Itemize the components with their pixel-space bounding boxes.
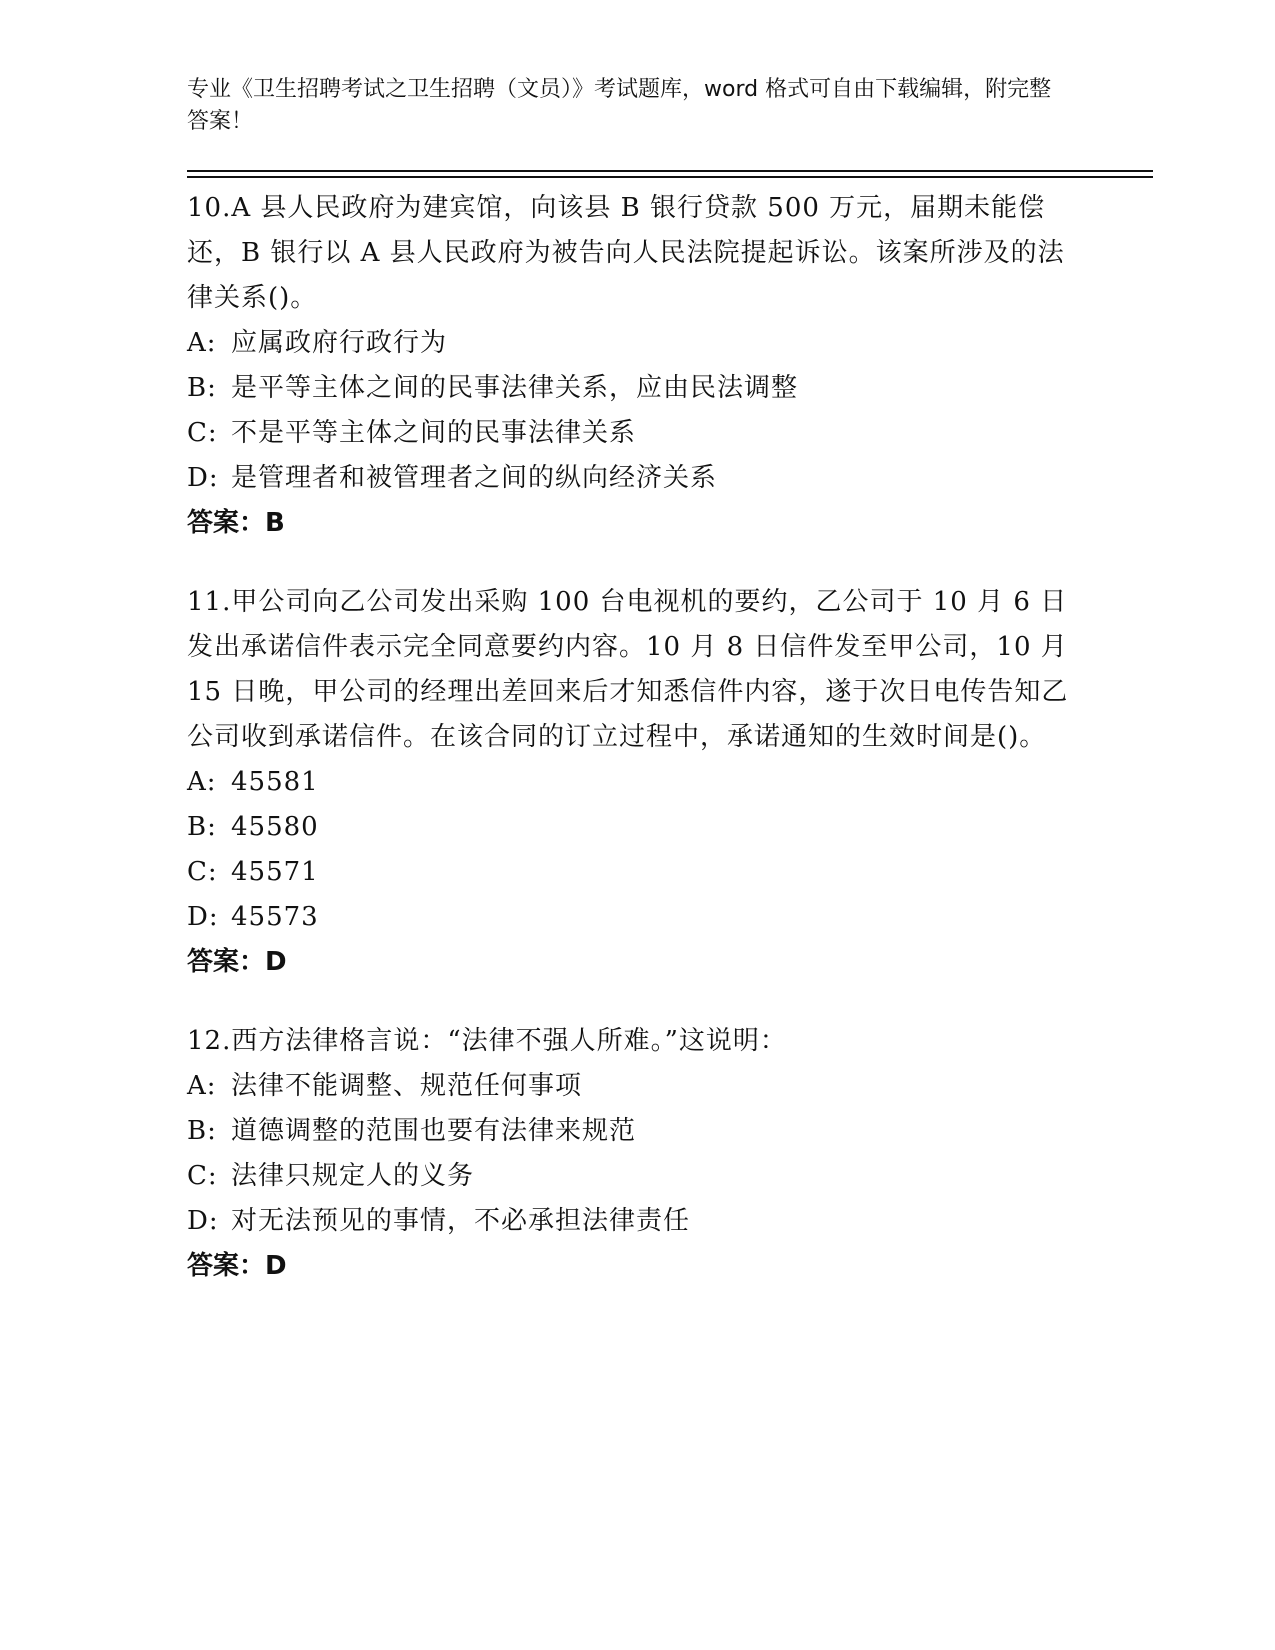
option-text: 是平等主体之间的民事法律关系，应由民法调整	[231, 373, 799, 403]
option-key: D:	[187, 902, 219, 932]
answer: 答案：B	[187, 508, 285, 538]
option-d	[187, 1199, 1087, 1244]
option-text: 应属政府行政行为	[231, 328, 448, 358]
option-b	[187, 805, 1087, 850]
option-key: B:	[187, 373, 217, 403]
option-key: D:	[187, 463, 219, 493]
option-a	[187, 760, 1087, 805]
header-title: 专业《卫生招聘考试之卫生招聘（文员）》考试题库，word 格式可自由下载编辑，附完整答案！	[187, 77, 1052, 134]
option-text: 是管理者和被管理者之间的纵向经济关系	[231, 463, 718, 493]
option-key: B:	[187, 812, 217, 842]
option-key: C:	[187, 418, 218, 448]
option-key: C:	[187, 1161, 218, 1191]
answer: 答案：D	[187, 947, 287, 977]
option-text: 对无法预见的事情，不必承担法律责任	[231, 1206, 691, 1236]
option-b	[187, 366, 1087, 411]
option-key: A:	[187, 767, 217, 797]
question-10	[187, 186, 1087, 546]
option-text: 法律不能调整、规范任何事项	[231, 1071, 583, 1101]
option-key: B:	[187, 1116, 217, 1146]
header-divider-top	[187, 170, 1153, 172]
option-text: 法律只规定人的义务	[231, 1161, 475, 1191]
question-text: 10.A 县人民政府为建宾馆，向该县 B 银行贷款 500 万元，届期未能偿还，B 银行以 A 县人民政府为被告向人民法院提起诉讼。该案所涉及的法律关系()。	[187, 193, 1065, 313]
option-key: D:	[187, 1206, 219, 1236]
option-text: 45573	[231, 902, 319, 932]
question-list	[187, 186, 1087, 1323]
option-c	[187, 850, 1087, 895]
option-text: 不是平等主体之间的民事法律关系	[231, 418, 637, 448]
option-b	[187, 1109, 1087, 1154]
option-key: C:	[187, 857, 218, 887]
option-text: 45571	[231, 857, 319, 887]
option-d	[187, 456, 1087, 501]
option-c	[187, 1154, 1087, 1199]
question-11	[187, 580, 1087, 985]
option-text: 道德调整的范围也要有法律来规范	[231, 1116, 637, 1146]
option-a	[187, 1064, 1087, 1109]
question-text: 11.甲公司向乙公司发出采购 100 台电视机的要约，乙公司于 10 月 6 日发出承诺信件表示完全同意要约内容。10 月 8 日信件发至甲公司，10 月 15 日晚，甲公司的经理出差回来后才知悉信件内容，遂于次日电传告知乙公司收到承诺信件。在该合同的订立过程中，承诺通知的生效时间是()。	[187, 587, 1069, 752]
option-key: A:	[187, 328, 217, 358]
option-a	[187, 321, 1087, 366]
option-text: 45581	[231, 767, 319, 797]
answer: 答案：D	[187, 1251, 287, 1281]
question-12	[187, 1019, 1087, 1289]
header-divider-bottom	[187, 176, 1153, 178]
option-text: 45580	[231, 812, 319, 842]
option-key: A:	[187, 1071, 217, 1101]
document-header	[187, 74, 1067, 138]
question-text: 12.西方法律格言说：“法律不强人所难。”这说明：	[187, 1026, 787, 1056]
option-d	[187, 895, 1087, 940]
option-c	[187, 411, 1087, 456]
